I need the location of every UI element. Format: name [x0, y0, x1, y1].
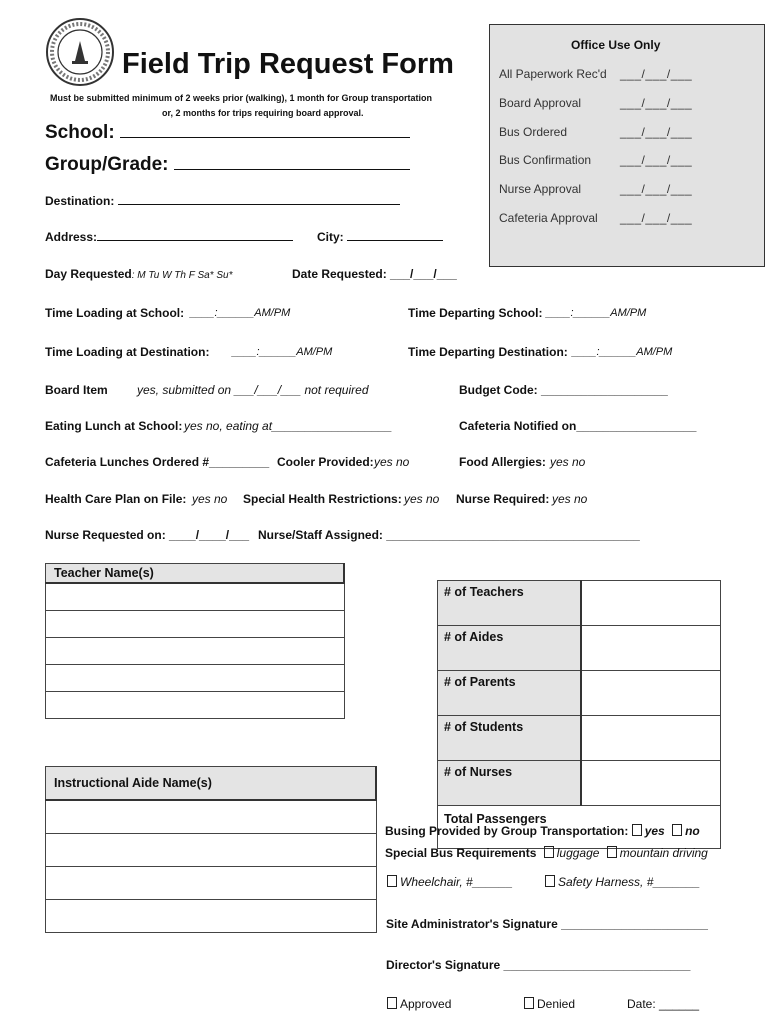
busing-provided-row	[385, 824, 700, 838]
cooler-provided-options[interactable]: yes no	[374, 455, 410, 469]
form-title: Field Trip Request Form	[122, 48, 454, 80]
checkbox-icon[interactable]	[672, 824, 682, 836]
group-grade-field[interactable]	[45, 154, 410, 176]
office-row-label: All Paperwork Rec'd	[499, 67, 607, 81]
food-allergies-label: Food Allergies:	[459, 455, 546, 469]
subtitle-line-1: Must be submitted minimum of 2 weeks prior (walking), 1 month for Group transportation	[50, 93, 433, 103]
address-field[interactable]	[45, 230, 293, 244]
count-value[interactable]	[581, 716, 720, 761]
busing-provided-label: Busing Provided by Group Transportation:	[385, 824, 629, 838]
wheelchair-option: Wheelchair, #______	[400, 875, 513, 889]
checkbox-icon[interactable]	[524, 997, 534, 1009]
office-row-date[interactable]: ___/___/___	[620, 182, 693, 196]
teacher-table-header: Teacher Name(s)	[46, 564, 345, 584]
checkbox-icon[interactable]	[607, 846, 617, 858]
office-row-date[interactable]: ___/___/___	[620, 67, 693, 81]
office-use-title: Office Use Only	[571, 38, 661, 52]
time-departing-dest-input[interactable]: ____:______AM/PM	[572, 346, 673, 358]
teacher-name-cell[interactable]	[46, 665, 345, 692]
count-value[interactable]	[581, 671, 720, 716]
office-row-date[interactable]: ___/___/___	[620, 96, 693, 110]
budget-code-field[interactable]: Budget Code: ___________________	[459, 383, 668, 397]
destination-label: Destination:	[45, 194, 115, 208]
office-row-label: Board Approval	[499, 96, 582, 110]
time-departing-dest-label: Time Departing Destination:	[408, 345, 568, 359]
approved-label: Approved	[400, 997, 452, 1011]
school-field[interactable]	[45, 122, 410, 144]
office-row-label: Bus Confirmation	[499, 153, 592, 167]
cooler-provided-label: Cooler Provided:	[277, 455, 374, 469]
checkbox-icon[interactable]	[632, 824, 642, 836]
busing-yes: yes	[644, 824, 665, 838]
food-allergies-options[interactable]: yes no	[550, 455, 586, 469]
group-grade-label: Group/Grade:	[45, 154, 169, 175]
office-row-date[interactable]: ___/___/___	[620, 211, 693, 225]
time-departing-school-input[interactable]: ____:______AM/PM	[546, 307, 647, 319]
aide-table	[45, 766, 377, 933]
address-label: Address:	[45, 230, 98, 244]
cafeteria-notified-field[interactable]: Cafeteria Notified on__________________	[459, 419, 697, 433]
count-label: # of Parents	[438, 671, 582, 716]
count-value[interactable]	[581, 761, 720, 806]
count-label: # of Teachers	[438, 581, 582, 626]
harness-row	[545, 875, 700, 889]
nurse-required-options[interactable]: yes no	[552, 492, 588, 506]
day-requested-label: Day Requested	[45, 267, 132, 281]
special-health-label: Special Health Restrictions:	[243, 492, 402, 506]
teacher-table	[45, 563, 345, 719]
district-seal	[45, 17, 115, 87]
destination-field[interactable]	[45, 194, 400, 208]
time-loading-dest-input[interactable]: ____:______AM/PM	[232, 346, 333, 358]
aide-name-cell[interactable]	[46, 800, 377, 834]
teacher-name-cell[interactable]	[46, 611, 345, 638]
subtitle-line-2: or, 2 months for trips requiring board approval.	[162, 108, 364, 118]
count-label: # of Students	[438, 716, 582, 761]
counts-table	[437, 580, 721, 849]
office-row-label: Cafeteria Approval	[499, 211, 598, 225]
day-options[interactable]: : M Tu W Th F Sa* Su*	[131, 270, 233, 281]
school-label: School:	[45, 122, 115, 143]
luggage-option: luggage	[556, 846, 600, 860]
approved-option	[387, 997, 451, 1011]
aide-name-cell[interactable]	[46, 867, 377, 900]
approval-date-field[interactable]: Date: ______	[627, 997, 700, 1011]
busing-no: no	[685, 824, 700, 838]
checkbox-icon[interactable]	[544, 846, 554, 858]
office-row-label: Nurse Approval	[499, 182, 582, 196]
office-row-label: Bus Ordered	[499, 125, 568, 139]
harness-option: Safety Harness, #_______	[558, 875, 701, 889]
wheelchair-row	[387, 875, 513, 889]
time-loading-dest-label: Time Loading at Destination:	[45, 345, 210, 359]
eating-lunch-label: Eating Lunch at School:	[45, 419, 183, 433]
teacher-name-cell[interactable]	[46, 583, 345, 611]
director-signature[interactable]: Director's Signature ____________________________	[386, 958, 691, 972]
city-field[interactable]	[317, 230, 443, 244]
city-label: City:	[317, 230, 344, 244]
teacher-name-cell[interactable]	[46, 692, 345, 719]
health-plan-options[interactable]: yes no	[192, 492, 228, 506]
denied-option	[524, 997, 575, 1011]
day-requested-row	[45, 267, 232, 281]
nurse-requested-field[interactable]: Nurse Requested on: ____/____/___	[45, 528, 250, 542]
cafeteria-lunches-field[interactable]: Cafeteria Lunches Ordered #_________	[45, 455, 270, 469]
denied-label: Denied	[537, 997, 576, 1011]
teacher-name-cell[interactable]	[46, 638, 345, 665]
count-value[interactable]	[581, 626, 720, 671]
board-item-options[interactable]: yes, submitted on ___/___/___ not required	[137, 383, 369, 397]
site-admin-signature[interactable]: Site Administrator's Signature ______________________	[386, 917, 708, 931]
nurse-staff-field[interactable]: Nurse/Staff Assigned: ______________________________________	[258, 528, 640, 542]
total-passengers[interactable]: Total Passengers	[438, 806, 721, 849]
board-item-label: Board Item	[45, 383, 108, 397]
time-loading-school-input[interactable]: ____:______AM/PM	[190, 307, 291, 319]
aide-table-header: Instructional Aide Name(s)	[46, 767, 377, 801]
count-label: # of Aides	[438, 626, 582, 671]
time-departing-school-label: Time Departing School:	[408, 306, 543, 320]
checkbox-icon[interactable]	[387, 997, 397, 1009]
special-health-options[interactable]: yes no	[404, 492, 440, 506]
aide-name-cell[interactable]	[46, 834, 377, 867]
checkbox-icon[interactable]	[545, 875, 555, 887]
office-row-date[interactable]: ___/___/___	[620, 125, 693, 139]
checkbox-icon[interactable]	[387, 875, 397, 887]
count-label: # of Nurses	[438, 761, 582, 806]
count-value[interactable]	[581, 581, 720, 626]
eating-lunch-options[interactable]: yes no, eating at__________________	[184, 419, 393, 433]
mountain-option: mountain driving	[619, 846, 708, 860]
health-plan-label: Health Care Plan on File:	[45, 492, 187, 506]
special-bus-label: Special Bus Requirements	[385, 846, 537, 860]
office-use-box	[489, 24, 765, 267]
date-requested-field[interactable]: Date Requested: ___/___/___	[292, 267, 457, 281]
aide-name-cell[interactable]	[46, 900, 377, 933]
office-row-date[interactable]: ___/___/___	[620, 153, 693, 167]
nurse-required-label: Nurse Required:	[456, 492, 550, 506]
special-bus-row	[385, 846, 708, 860]
time-loading-school-label: Time Loading at School:	[45, 306, 185, 320]
